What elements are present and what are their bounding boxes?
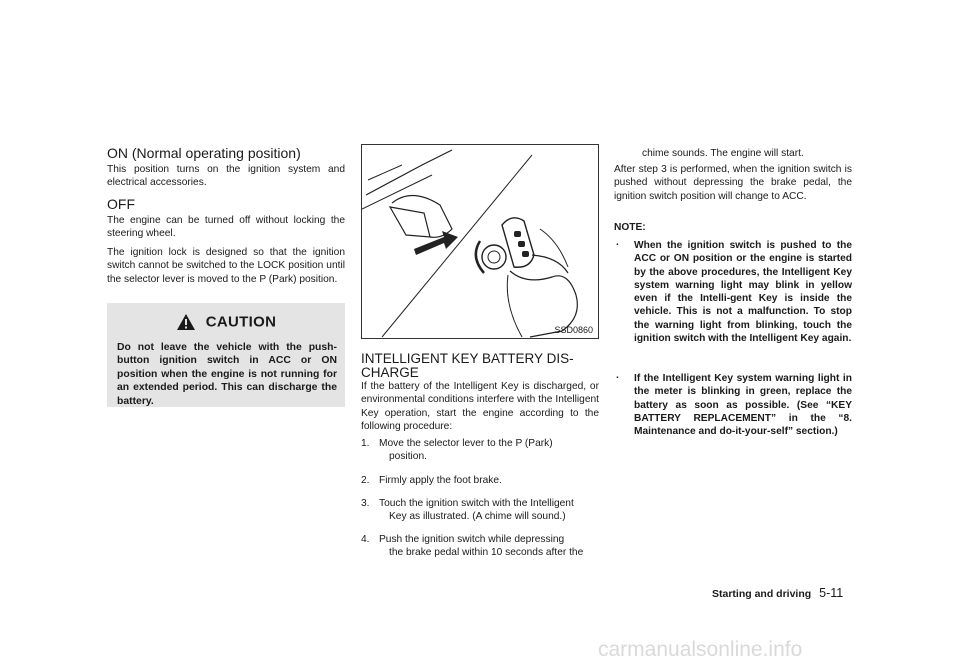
list-item [361, 533, 599, 561]
heading-off: OFF [107, 196, 135, 212]
note-label: NOTE: [614, 222, 646, 233]
caution-title: CAUTION [205, 313, 277, 331]
list-item [361, 437, 599, 465]
step-number: 4. [361, 534, 370, 545]
step-text: Key as illustrated. (A chime will sound.) [389, 511, 566, 522]
paragraph-off-2: The ignition lock is designed so that the ignition switch cannot be switched to the LOCK position until the selector lever is moved to the P (Park) position. [107, 247, 345, 285]
step-number: 1. [361, 438, 370, 449]
heading-battery-discharge-1: INTELLIGENT KEY BATTERY DIS- [361, 351, 574, 366]
heading-battery-discharge-2: CHARGE [361, 365, 419, 380]
key-fob-touching-switch-illustration [362, 145, 598, 338]
step-number: 2. [361, 475, 370, 486]
caution-header [107, 313, 345, 331]
section-name: Starting and driving [712, 588, 812, 600]
page-footer [712, 586, 843, 600]
note-item: If the Intelligent Key system warning light in the meter is blinking in green, replace the battery as soon as possible. (See “KEY BATTERY REPLACEMENT” in the “8. Maintenance and do-it-your-self” section.) [634, 373, 852, 438]
battery-discharge-intro: If the battery of the Intelligent Key is discharged, or environmental conditions interfere with the Intelligent Key operation, start the engine according to the following procedure: [361, 381, 599, 432]
caution-text: Do not leave the vehicle with the push-button ignition switch in ACC or ON position when the engine is not running for an extended period. This can discharge the battery. [117, 342, 337, 407]
step-4-continuation: chime sounds. The engine will start. [642, 148, 804, 159]
paragraph-on-position: This position turns on the ignition system and electrical accessories. [107, 164, 345, 189]
note-bullet: . [616, 370, 619, 381]
step-text: Touch the ignition switch with the Intelligent [379, 498, 574, 509]
list-item [361, 474, 599, 488]
page-number: 5-11 [819, 586, 844, 600]
figure-label: SSD0860 [554, 325, 593, 335]
ignition-key-illustration [361, 144, 599, 339]
step-number: 3. [361, 498, 370, 509]
watermark: carmanualsonline.info [598, 638, 803, 661]
after-step-3-paragraph: After step 3 is performed, when the ignition switch is pushed without depressing the brake pedal, the ignition switch position will change to ACC. [614, 164, 852, 202]
step-text: Push the ignition switch while depressing [379, 534, 565, 545]
paragraph-off-1: The engine can be turned off without locking the steering wheel. [107, 215, 345, 240]
note-bullet: . [616, 237, 619, 248]
heading-on-position: ON (Normal operating position) [107, 145, 301, 161]
step-text: the brake pedal within 10 seconds after the [389, 547, 584, 558]
step-text: Move the selector lever to the P (Park) [379, 438, 553, 449]
warning-triangle-icon [176, 313, 196, 331]
caution-box [107, 303, 345, 407]
list-item [361, 497, 599, 525]
note-item: When the ignition switch is pushed to the ACC or ON position or the engine is started by the above procedures, the Intelligent Key system warning light may blink in yellow even if the Intelli-gent Key is inside the vehicle. This is not a malfunction. To stop the warning light from blinking, touch the ignition switch with the Intelligent Key again. [634, 240, 852, 345]
step-text: Firmly apply the foot brake. [379, 475, 502, 486]
step-text: position. [389, 451, 427, 462]
